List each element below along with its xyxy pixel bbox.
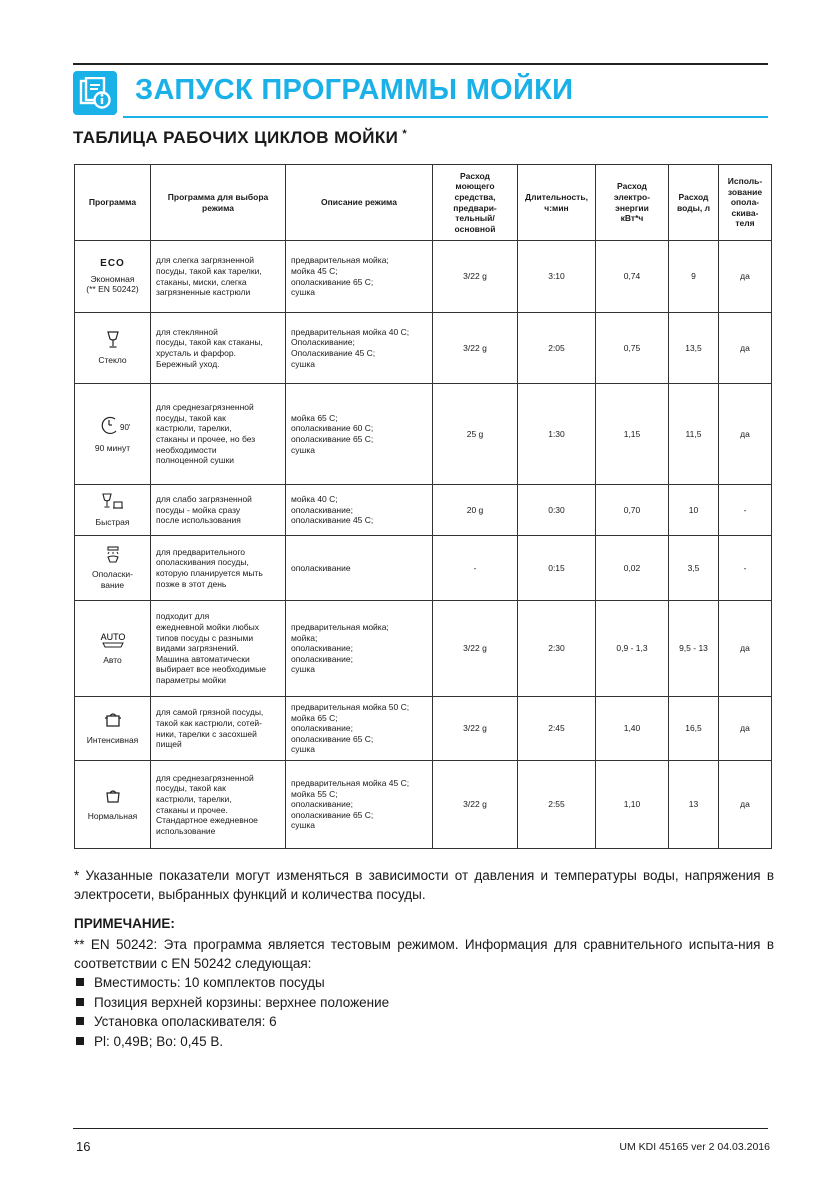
selection-cell: [151, 536, 286, 601]
program-name: (** EN 50242): [86, 284, 139, 295]
description-line: ополаскивание 65 С;: [291, 276, 374, 287]
detergent-cell: 3/22 g: [433, 241, 518, 313]
program-name: вание: [100, 579, 125, 590]
duration-cell: 2:45: [518, 697, 596, 761]
svg-text:AUTO: AUTO: [100, 632, 125, 643]
column-header: [669, 165, 719, 241]
prerinse-icon: [80, 546, 145, 567]
header-line: режима: [202, 202, 234, 213]
description-line: Ополаскивание 45 С;: [291, 348, 376, 358]
description-line: ополаскивание: [291, 562, 351, 573]
rinse-cell: да: [719, 384, 772, 485]
program-cell: [75, 761, 151, 849]
program-cell: [75, 485, 151, 536]
selection-line: ежедневной мойки любых: [156, 621, 259, 632]
header-line: электро-: [613, 191, 651, 202]
selection-line: стаканы и прочее, но без: [156, 434, 256, 444]
header-line: Программа: [88, 197, 137, 208]
table-title-mark: *: [402, 128, 407, 140]
energy-cell: 0,02: [596, 536, 669, 601]
duration-cell: 2:30: [518, 601, 596, 697]
table-row: [75, 601, 772, 697]
table-row: [75, 761, 772, 849]
program-name: Авто: [103, 655, 122, 665]
header-line: Длительность,: [525, 191, 588, 202]
rinse-cell: да: [719, 601, 772, 697]
description-cell: [286, 384, 433, 485]
column-header: [75, 165, 151, 241]
normal-pot-icon: [80, 787, 145, 808]
description-line: предварительная мойка 40 С;: [291, 326, 410, 337]
selection-line: параметры мойки: [156, 675, 226, 686]
rinse-cell: да: [719, 241, 772, 313]
table-row: [75, 313, 772, 384]
column-header: [518, 165, 596, 241]
table-header-row: [75, 165, 772, 241]
water-cell: 13: [669, 761, 719, 849]
selection-line: стаканы, миски, слегка: [156, 276, 247, 287]
list-item: Pl: 0,49B; Bo: 0,45 B.: [74, 1032, 389, 1052]
selection-line: пищей: [156, 739, 182, 750]
eco-icon: [80, 258, 145, 271]
description-line: ополаскивание 45 С;: [291, 515, 374, 526]
table-title-text: ТАБЛИЦА РАБОЧИХ ЦИКЛОВ МОЙКИ: [73, 128, 399, 147]
header-line: Описание режима: [321, 197, 397, 208]
detergent-cell: 3/22 g: [433, 697, 518, 761]
description-cell: [286, 697, 433, 761]
program-cell: [75, 601, 151, 697]
table-body: [75, 241, 772, 849]
selection-line: загрязненные кастрюли: [156, 287, 251, 298]
selection-line: для слабо загрязненной: [156, 494, 252, 505]
section-header: [73, 71, 768, 117]
selection-line: посуды - мойка сразу: [156, 504, 241, 515]
duration-cell: 0:30: [518, 485, 596, 536]
selection-line: Стандартное ежедневное: [156, 815, 258, 826]
description-cell: [286, 761, 433, 849]
selection-line: для слегка загрязненной: [156, 255, 255, 266]
description-line: предварительная мойка 45 С;: [291, 777, 410, 788]
note-text: ** EN 50242: Эта программа является тестовым режимом. Информация для сравнительного испыта-ния в соответствии с EN 50242 следующая:: [74, 937, 774, 972]
eco-label: ECO: [100, 258, 125, 270]
energy-cell: 0,74: [596, 241, 669, 313]
header-line: кВт*ч: [620, 213, 644, 224]
column-header: [719, 165, 772, 241]
program-cell: [75, 697, 151, 761]
description-line: ополаскивание 65 С;: [291, 434, 374, 444]
header-line: Программа для выбора: [167, 191, 269, 202]
selection-line: позже в этот день: [156, 578, 227, 589]
detergent-cell: 3/22 g: [433, 601, 518, 697]
energy-cell: 0,70: [596, 485, 669, 536]
selection-line: видами загрязнений.: [156, 643, 239, 654]
header-line: предвари-: [453, 202, 497, 213]
detergent-cell: 3/22 g: [433, 761, 518, 849]
program-name: Экономная: [90, 273, 135, 284]
description-line: мойка 40 С;: [291, 494, 338, 505]
energy-cell: 1,40: [596, 697, 669, 761]
duration-cell: 2:05: [518, 313, 596, 384]
energy-cell: 0,9 - 1,3: [596, 601, 669, 697]
description-line: предварительная мойка;: [291, 255, 389, 266]
energy-cell: 0,75: [596, 313, 669, 384]
description-cell: [286, 313, 433, 384]
detergent-cell: 3/22 g: [433, 313, 518, 384]
selection-line: ники, тарелки с засохшей: [156, 728, 257, 739]
water-cell: 9: [669, 241, 719, 313]
note-heading: ПРИМЕЧАНИЕ:: [74, 916, 175, 931]
description-line: ополаскивание 65 С;: [291, 733, 374, 744]
table-row: [75, 536, 772, 601]
header-line: теля: [735, 218, 755, 229]
program-cell: [75, 536, 151, 601]
section-title: ЗАПУСК ПРОГРАММЫ МОЙКИ: [135, 74, 574, 106]
table-row: [75, 485, 772, 536]
selection-line: использование: [156, 825, 216, 836]
description-line: сушка: [291, 664, 315, 675]
description-line: ополаскивание 65 С;: [291, 809, 374, 820]
detergent-cell: 20 g: [433, 485, 518, 536]
header-line: опола-: [730, 197, 760, 208]
selection-line: выбирает все необходимые: [156, 664, 266, 675]
program-name: Быстрая: [95, 516, 130, 527]
header-line: Расход: [678, 191, 709, 202]
selection-line: Бережный уход.: [156, 358, 220, 369]
selection-line: кастрюли, тарелки,: [156, 793, 232, 804]
selection-line: стаканы и прочее.: [156, 804, 228, 815]
description-line: ополаскивание;: [291, 723, 353, 734]
header-line: средства,: [454, 191, 496, 202]
program-cell: [75, 241, 151, 313]
duration-cell: 0:15: [518, 536, 596, 601]
description-cell: [286, 241, 433, 313]
list-item: Установка ополаскивателя: 6: [74, 1012, 389, 1032]
description-line: Ополаскивание;: [291, 337, 355, 348]
rinse-cell: -: [719, 485, 772, 536]
description-cell: [286, 536, 433, 601]
selection-line: типов посуды с разными: [156, 632, 254, 643]
clock-90-icon: [80, 415, 145, 440]
manual-info-icon: [73, 71, 117, 115]
water-cell: 11,5: [669, 384, 719, 485]
selection-line: для среднезагрязненной: [156, 402, 254, 413]
description-cell: [286, 485, 433, 536]
water-cell: 16,5: [669, 697, 719, 761]
selection-line: для среднезагрязненной: [156, 772, 254, 783]
program-name: Нормальная: [87, 811, 138, 821]
selection-cell: [151, 761, 286, 849]
table-row: [75, 384, 772, 485]
quick-icon: [80, 493, 145, 514]
rinse-cell: да: [719, 761, 772, 849]
column-header: [286, 165, 433, 241]
selection-line: для самой грязной посуды,: [156, 707, 264, 718]
selection-cell: [151, 601, 286, 697]
description-line: мойка;: [291, 632, 318, 643]
selection-line: Машина автоматически: [156, 653, 250, 664]
selection-line: необходимости: [156, 444, 217, 455]
selection-line: после использования: [156, 515, 241, 526]
header-line: тельный/: [455, 213, 495, 224]
header-line: скива-: [731, 207, 759, 218]
header-line: Исполь-: [727, 175, 763, 186]
program-name: Стекло: [98, 354, 127, 365]
selection-line: ополаскивания посуды,: [156, 557, 249, 568]
description-cell: [286, 601, 433, 697]
column-header: [433, 165, 518, 241]
program-name: Интенсивная: [86, 735, 139, 745]
program-cell: [75, 313, 151, 384]
description-line: ополаскивание 60 С;: [291, 423, 374, 434]
detergent-cell: 25 g: [433, 384, 518, 485]
selection-line: посуды, такой как: [156, 412, 226, 423]
selection-cell: [151, 313, 286, 384]
selection-line: подходит для: [156, 611, 210, 622]
duration-cell: 2:55: [518, 761, 596, 849]
wash-cycles-table: [74, 164, 772, 849]
selection-line: полноценной сушки: [156, 455, 235, 466]
header-line: энергии: [615, 202, 649, 213]
program-cell: [75, 384, 151, 485]
selection-cell: [151, 241, 286, 313]
rinse-cell: да: [719, 313, 772, 384]
selection-cell: [151, 384, 286, 485]
description-line: сушка: [291, 820, 315, 831]
header-line: ч:мин: [544, 202, 569, 213]
description-line: ополаскивание;: [291, 504, 353, 515]
description-line: мойка 65 С;: [291, 712, 338, 723]
header-underline: [123, 116, 768, 118]
description-line: мойка 55 С;: [291, 788, 338, 799]
table-row: [75, 241, 772, 313]
table-row: [75, 697, 772, 761]
list-item: Позиция верхней корзины: верхнее положение: [74, 993, 389, 1013]
water-cell: 3,5: [669, 536, 719, 601]
header-line: зование: [727, 186, 763, 197]
description-line: мойка 45 С;: [291, 265, 338, 276]
selection-line: посуды, такой как тарелки,: [156, 265, 262, 276]
description-line: предварительная мойка;: [291, 621, 389, 632]
energy-cell: 1,10: [596, 761, 669, 849]
auto-icon: [80, 631, 145, 652]
top-rule: [73, 63, 768, 65]
header-line: Расход: [460, 170, 490, 181]
intensive-pot-icon: [80, 711, 145, 732]
document-reference: UM KDI 45165 ver 2 04.03.2016: [619, 1141, 770, 1153]
selection-line: посуды, такой как: [156, 783, 226, 794]
bottom-rule: [73, 1128, 768, 1129]
selection-line: такой как кастрюли, сотей-: [156, 717, 263, 728]
rinse-cell: да: [719, 697, 772, 761]
selection-cell: [151, 697, 286, 761]
duration-cell: 1:30: [518, 384, 596, 485]
selection-line: для стеклянной: [156, 326, 218, 337]
column-header: [151, 165, 286, 241]
energy-cell: 1,15: [596, 384, 669, 485]
wine-glass-icon: [80, 331, 145, 352]
selection-line: которую планируется мыть: [156, 568, 263, 578]
description-line: ополаскивание;: [291, 643, 353, 654]
water-cell: 9,5 - 13: [669, 601, 719, 697]
description-line: сушка: [291, 744, 315, 755]
clock-90-label: 90': [120, 422, 131, 432]
selection-cell: [151, 485, 286, 536]
selection-line: кастрюли, тарелки,: [156, 423, 232, 434]
water-cell: 10: [669, 485, 719, 536]
footnote: * Указанные показатели могут изменяться в зависимости от давления и температуры воды, напряжения в электросети, выбранных функций и количества посуды.: [74, 868, 774, 903]
program-name: 90 минут: [94, 442, 131, 453]
column-header: [596, 165, 669, 241]
description-line: предварительная мойка 50 С;: [291, 701, 410, 712]
water-cell: 13,5: [669, 313, 719, 384]
selection-line: для предварительного: [156, 546, 246, 557]
detergent-cell: -: [433, 536, 518, 601]
header-line: моющего: [455, 181, 495, 192]
header-line: основной: [454, 223, 496, 234]
description-line: сушка: [291, 287, 315, 298]
page-number: 16: [76, 1139, 91, 1154]
header-line: Расход: [617, 181, 647, 192]
description-line: сушка: [291, 358, 315, 369]
description-line: сушка: [291, 444, 315, 455]
duration-cell: 3:10: [518, 241, 596, 313]
selection-line: хрусталь и фарфор.: [156, 348, 236, 358]
note-list: [74, 973, 389, 1051]
header-line: воды, л: [677, 202, 710, 213]
list-item: Вместимость: 10 комплектов посуды: [74, 973, 389, 993]
description-line: ополаскивание;: [291, 653, 353, 664]
rinse-cell: -: [719, 536, 772, 601]
program-name: Ополаски-: [92, 569, 133, 580]
description-line: мойка 65 С;: [291, 412, 338, 423]
description-line: ополаскивание;: [291, 799, 353, 810]
table-title: [73, 128, 407, 148]
selection-line: посуды, такой как стаканы,: [156, 337, 263, 348]
